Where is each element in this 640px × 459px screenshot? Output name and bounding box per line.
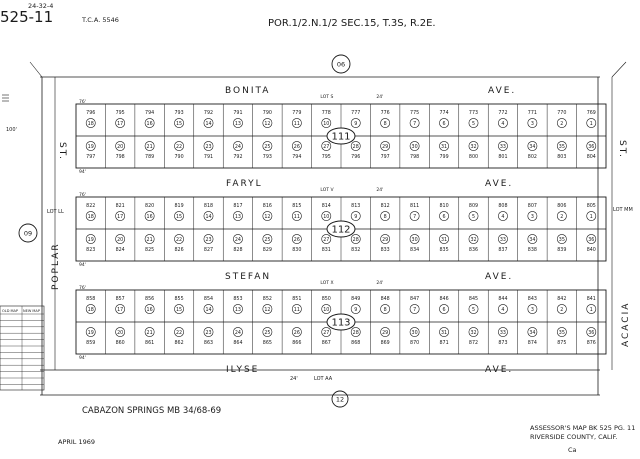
map-page-bottom-label: 12 [335, 395, 345, 404]
lot-aa-label: LOT AA [314, 376, 333, 382]
assessor-line-2: RIVERSIDE COUNTY, CALIF. [530, 433, 618, 441]
parcel-number: 15 [176, 215, 183, 220]
parcel-number: 6 [442, 308, 446, 313]
lot-number: 835 [439, 248, 449, 253]
lot-number: 845 [468, 297, 479, 302]
lot-number: 816 [262, 204, 272, 209]
parcel-number: 16 [146, 122, 153, 127]
lot-number: 790 [174, 155, 184, 160]
lot-number: 825 [145, 248, 155, 253]
parcel-number: 21 [146, 145, 153, 150]
lot-number: 856 [145, 297, 155, 302]
lot-number: 807 [527, 204, 537, 209]
lot-number: 830 [292, 248, 302, 253]
parcel-number: 26 [293, 145, 300, 150]
lot-number: 806 [557, 204, 567, 209]
lot-number: 873 [498, 341, 508, 346]
width-label: 24' [376, 95, 384, 100]
parcel-number: 34 [529, 238, 536, 243]
legend-new-map-label: NEW MAP [23, 309, 40, 313]
lot-number: 790 [262, 111, 272, 116]
parcel-number: 29 [382, 145, 389, 150]
parcel-number: 8 [383, 308, 387, 313]
corner-note: Ca [568, 446, 577, 454]
subdivision-reference: CABAZON SPRINGS MB 34/68-69 [82, 406, 222, 416]
parcel-number: 15 [176, 122, 183, 127]
parcel-number: 13 [234, 122, 241, 127]
lot-label: LOT S [320, 95, 334, 100]
lot-label: LOT V [320, 188, 334, 193]
street-stefan-suffix: AVE. [485, 272, 514, 282]
parcel-number: 19 [87, 331, 94, 336]
dimension-label: 94' [79, 170, 86, 175]
parcel-number: 3 [530, 122, 534, 127]
lot-number: 792 [203, 111, 214, 116]
lot-number: 833 [380, 248, 390, 253]
parcel-number: 2 [560, 308, 564, 313]
parcel-number: 31 [441, 331, 448, 336]
parcel-number: 24 [234, 238, 241, 243]
parcel-number: 10 [323, 308, 330, 313]
parcel-number: 23 [205, 331, 212, 336]
parcel-number: 35 [558, 238, 565, 243]
parcel-number: 33 [499, 331, 506, 336]
parcel-number: 24 [234, 331, 241, 336]
lot-number: 824 [115, 248, 125, 253]
tca-number: T.C.A. 5546 [82, 16, 119, 24]
lot-number: 774 [439, 111, 449, 116]
parcel-number: 26 [293, 331, 300, 336]
parcel-number: 36 [588, 238, 595, 243]
parcel-number: 29 [382, 331, 389, 336]
lot-number: 815 [292, 204, 302, 209]
block-112 [76, 187, 606, 268]
parcel-number: 11 [293, 215, 300, 220]
lot-ll-label: LOT LL [47, 209, 64, 215]
lot-number: 792 [233, 155, 243, 160]
block-number: 112 [331, 224, 351, 236]
parcel-number: 34 [529, 331, 536, 336]
lot-number: 798 [410, 155, 420, 160]
lot-number: 851 [292, 297, 302, 302]
lot-number: 822 [86, 204, 96, 209]
page-ref: 24-32-4 [28, 2, 54, 10]
lot-number: 863 [203, 341, 214, 346]
map-page-top-label: 06 [336, 60, 346, 69]
lot-number: 796 [86, 111, 96, 116]
width-label: 24' [376, 281, 384, 286]
parcel-number: 5 [471, 122, 476, 127]
lot-number: 803 [557, 155, 567, 160]
parcel-number: 6 [442, 122, 446, 127]
parcel-number: 12 [264, 122, 271, 127]
lot-number: 857 [115, 297, 125, 302]
parcel-number: 21 [146, 331, 153, 336]
lot-number: 772 [498, 111, 508, 116]
legend-old-map-label: OLD MAP [2, 309, 19, 313]
parcel-number: 13 [234, 215, 241, 220]
parcel-number: 36 [588, 331, 595, 336]
lot-number: 874 [527, 341, 537, 346]
parcel-number: 8 [383, 122, 387, 127]
parcel-number: 11 [293, 308, 300, 313]
lot-number: 812 [380, 204, 390, 209]
parcel-number: 17 [117, 215, 124, 220]
lot-number: 794 [145, 111, 155, 116]
street-bonita-suffix: AVE. [488, 86, 517, 96]
street-faryl-suffix: AVE. [485, 179, 514, 189]
lot-number: 839 [557, 248, 567, 253]
parcel-number: 27 [323, 331, 330, 336]
lot-number: 821 [115, 204, 125, 209]
parcel-number: 18 [87, 215, 94, 220]
street-faryl-label: FARYL [226, 179, 263, 189]
lot-number: 868 [351, 341, 361, 346]
parcel-number: 32 [470, 145, 477, 150]
dimension-label: 94' [79, 263, 86, 268]
lot-number: 779 [292, 111, 302, 116]
dimension-label: 76' [79, 286, 86, 291]
lot-number: 797 [86, 155, 96, 160]
parcel-number: 23 [205, 238, 212, 243]
lot-number: 828 [233, 248, 243, 253]
lot-number: 793 [262, 155, 272, 160]
parcel-number: 28 [352, 145, 359, 150]
lot-number: 823 [86, 248, 96, 253]
lot-number: 859 [86, 341, 96, 346]
lot-number: 820 [145, 204, 155, 209]
parcel-number: 12 [264, 308, 271, 313]
parcel-number: 17 [117, 308, 124, 313]
parcel-number: 32 [470, 331, 477, 336]
street-acacia-label: ACACIA [621, 301, 631, 347]
parcel-number: 10 [323, 122, 330, 127]
lot-number: 865 [262, 341, 272, 346]
parcel-number: 9 [354, 308, 358, 313]
lot-number: 797 [380, 155, 390, 160]
parcel-number: 1 [589, 215, 593, 220]
lot-number: 876 [586, 341, 596, 346]
lot-number: 802 [527, 155, 537, 160]
lot-number: 866 [292, 341, 302, 346]
parcel-number: 16 [146, 215, 153, 220]
parcel-number: 30 [411, 331, 418, 336]
lot-number: 818 [203, 204, 214, 209]
lot-number: 841 [586, 297, 596, 302]
map-page-left [19, 224, 37, 242]
parcel-number: 20 [117, 238, 124, 243]
parcel-number: 14 [205, 122, 212, 127]
lot-number: 773 [468, 111, 479, 116]
lot-number: 770 [557, 111, 567, 116]
parcel-number: 3 [530, 215, 534, 220]
parcel-number: 24 [234, 145, 241, 150]
parcel-number: 19 [87, 238, 94, 243]
dimension-label: 94' [79, 356, 86, 361]
parcel-number: 17 [117, 122, 124, 127]
parcel-number: 7 [413, 215, 417, 220]
parcel-number: 4 [501, 308, 505, 313]
map-change-legend [0, 306, 44, 390]
parcel-number: 13 [234, 308, 241, 313]
parcel-number: 33 [499, 238, 506, 243]
lot-number: 778 [321, 111, 331, 116]
parcel-number: 10 [323, 215, 330, 220]
parcel-number: 21 [146, 238, 153, 243]
parcel-number: 28 [352, 238, 359, 243]
lot-number: 842 [557, 297, 567, 302]
parcel-number: 25 [264, 145, 271, 150]
parcel-number: 25 [264, 331, 271, 336]
parcel-number: 16 [146, 308, 153, 313]
lot-number: 844 [498, 297, 508, 302]
parcel-number: 31 [441, 145, 448, 150]
parcel-number: 22 [176, 145, 183, 150]
lot-number: 791 [233, 111, 243, 116]
lot-mm-label: LOT MM [613, 207, 633, 213]
parcel-number: 8 [383, 215, 387, 220]
parcel-number: 2 [560, 122, 564, 127]
parcel-number: 20 [117, 331, 124, 336]
lot-number: 804 [586, 155, 596, 160]
parcel-number: 35 [558, 331, 565, 336]
parcel-number: 4 [501, 215, 505, 220]
parcel-number: 28 [352, 331, 359, 336]
lot-number: 869 [380, 341, 390, 346]
parcel-number: 5 [471, 215, 476, 220]
parcel-number: 30 [411, 238, 418, 243]
street-right-st-label: ST. [617, 140, 627, 160]
parcel-number: 27 [323, 145, 330, 150]
parcel-number: 30 [411, 145, 418, 150]
parcel-number: 2 [560, 215, 564, 220]
parcel-number: 1 [589, 122, 593, 127]
block-number: 111 [331, 131, 351, 143]
lot-number: 832 [351, 248, 361, 253]
parcel-number: 26 [293, 238, 300, 243]
parcel-number: 9 [354, 122, 358, 127]
lot-number: 831 [321, 248, 331, 253]
parcel-number: 32 [470, 238, 477, 243]
map-date: APRIL 1969 [58, 438, 96, 446]
parcel-number: 6 [442, 215, 446, 220]
parcel-number: 29 [382, 238, 389, 243]
parcel-number: 3 [530, 308, 534, 313]
lot-number: 860 [115, 341, 125, 346]
lot-number: 795 [321, 155, 331, 160]
parcel-number: 5 [471, 308, 476, 313]
lot-number: 864 [233, 341, 243, 346]
lot-number: 799 [439, 155, 449, 160]
lot-number: 776 [380, 111, 390, 116]
lot-number: 834 [410, 248, 420, 253]
lot-number: 836 [468, 248, 479, 253]
lot-number: 789 [145, 155, 155, 160]
dimension-label: 76' [79, 100, 86, 105]
lot-label: LOT X [320, 281, 334, 286]
parcel-number: 7 [413, 308, 417, 313]
parcel-number: 35 [558, 145, 565, 150]
parcel-number: 22 [176, 331, 183, 336]
assessor-line-1: ASSESSOR'S MAP BK 525 PG. 11 [530, 424, 636, 432]
lot-number: 801 [498, 155, 508, 160]
lot-number: 813 [351, 204, 361, 209]
parcel-number: 15 [176, 308, 183, 313]
lot-number: 870 [410, 341, 420, 346]
parcel-number: 9 [354, 215, 358, 220]
map-title: POR.1/2.N.1/2 SEC.15, T.3S, R.2E. [268, 18, 436, 29]
map-number: 525-11 [0, 8, 54, 26]
street-ilyse-suffix: AVE. [485, 365, 514, 375]
lot-number: 872 [468, 341, 479, 346]
dimension-100: 100' [6, 127, 17, 133]
lot-number: 862 [174, 341, 184, 346]
lot-number: 798 [115, 155, 125, 160]
lot-number: 805 [586, 204, 596, 209]
parcel-number: 1 [589, 308, 593, 313]
margin-mark [2, 95, 9, 101]
map-page-bottom [332, 391, 348, 407]
parcel-number: 14 [205, 215, 212, 220]
lot-number: 800 [468, 155, 479, 160]
parcel-number: 14 [205, 308, 212, 313]
parcel-number: 18 [87, 308, 94, 313]
parcel-number: 34 [529, 145, 536, 150]
lot-number: 843 [527, 297, 537, 302]
parcel-number: 19 [87, 145, 94, 150]
parcel-number: 11 [293, 122, 300, 127]
lot-number: 811 [410, 204, 420, 209]
parcel-number: 31 [441, 238, 448, 243]
street-stefan-label: STEFAN [225, 272, 272, 282]
lot-number: 795 [115, 111, 125, 116]
lot-number: 819 [174, 204, 184, 209]
parcel-number: 7 [413, 122, 417, 127]
lot-number: 852 [262, 297, 272, 302]
lot-number: 847 [410, 297, 420, 302]
lot-number: 838 [527, 248, 537, 253]
parcel-number: 23 [205, 145, 212, 150]
lot-number: 875 [557, 341, 567, 346]
lot-number: 840 [586, 248, 596, 253]
lot-number: 849 [351, 297, 361, 302]
lot-number: 793 [174, 111, 184, 116]
blocks-layer [76, 94, 606, 361]
lot-number: 867 [321, 341, 331, 346]
lot-number: 817 [233, 204, 243, 209]
lot-number: 850 [321, 297, 331, 302]
lot-number: 853 [233, 297, 243, 302]
street-poplar-label: POPLAR [51, 242, 61, 290]
lot-number: 848 [380, 297, 390, 302]
block-111 [76, 94, 606, 175]
street-left-st-label: ST. [57, 142, 67, 162]
lot-number: 771 [527, 111, 537, 116]
width-label-ilyse: 24' [290, 376, 298, 382]
lot-number: 861 [145, 341, 155, 346]
lot-number: 829 [262, 248, 272, 253]
street-bonita-label: BONITA [225, 86, 271, 96]
parcel-number: 25 [264, 238, 271, 243]
lot-number: 810 [439, 204, 449, 209]
lot-number: 791 [203, 155, 214, 160]
lot-number: 777 [351, 111, 361, 116]
lot-number: 814 [321, 204, 331, 209]
lot-number: 827 [203, 248, 214, 253]
lot-number: 846 [439, 297, 449, 302]
dimension-label: 76' [79, 193, 86, 198]
map-page-top [332, 55, 350, 73]
lot-number: 855 [174, 297, 184, 302]
lot-number: 809 [468, 204, 479, 209]
lot-number: 794 [292, 155, 302, 160]
lot-number: 808 [498, 204, 508, 209]
block-number: 113 [331, 317, 351, 329]
lot-number: 769 [586, 111, 596, 116]
parcel-number: 33 [499, 145, 506, 150]
lot-number: 796 [351, 155, 361, 160]
lot-number: 854 [203, 297, 214, 302]
parcel-number: 12 [264, 215, 271, 220]
lot-number: 858 [86, 297, 96, 302]
parcel-number: 4 [501, 122, 505, 127]
street-ilyse-label: ILYSE [226, 365, 260, 375]
parcel-number: 36 [588, 145, 595, 150]
lot-number: 837 [498, 248, 508, 253]
map-page-left-label: 09 [23, 229, 33, 238]
parcel-number: 27 [323, 238, 330, 243]
parcel-number: 22 [176, 238, 183, 243]
block-113 [76, 280, 606, 361]
width-label: 24' [376, 188, 384, 193]
lot-number: 871 [439, 341, 449, 346]
lot-number: 775 [410, 111, 420, 116]
parcel-number: 20 [117, 145, 124, 150]
lot-number: 826 [174, 248, 184, 253]
parcel-number: 18 [87, 122, 94, 127]
